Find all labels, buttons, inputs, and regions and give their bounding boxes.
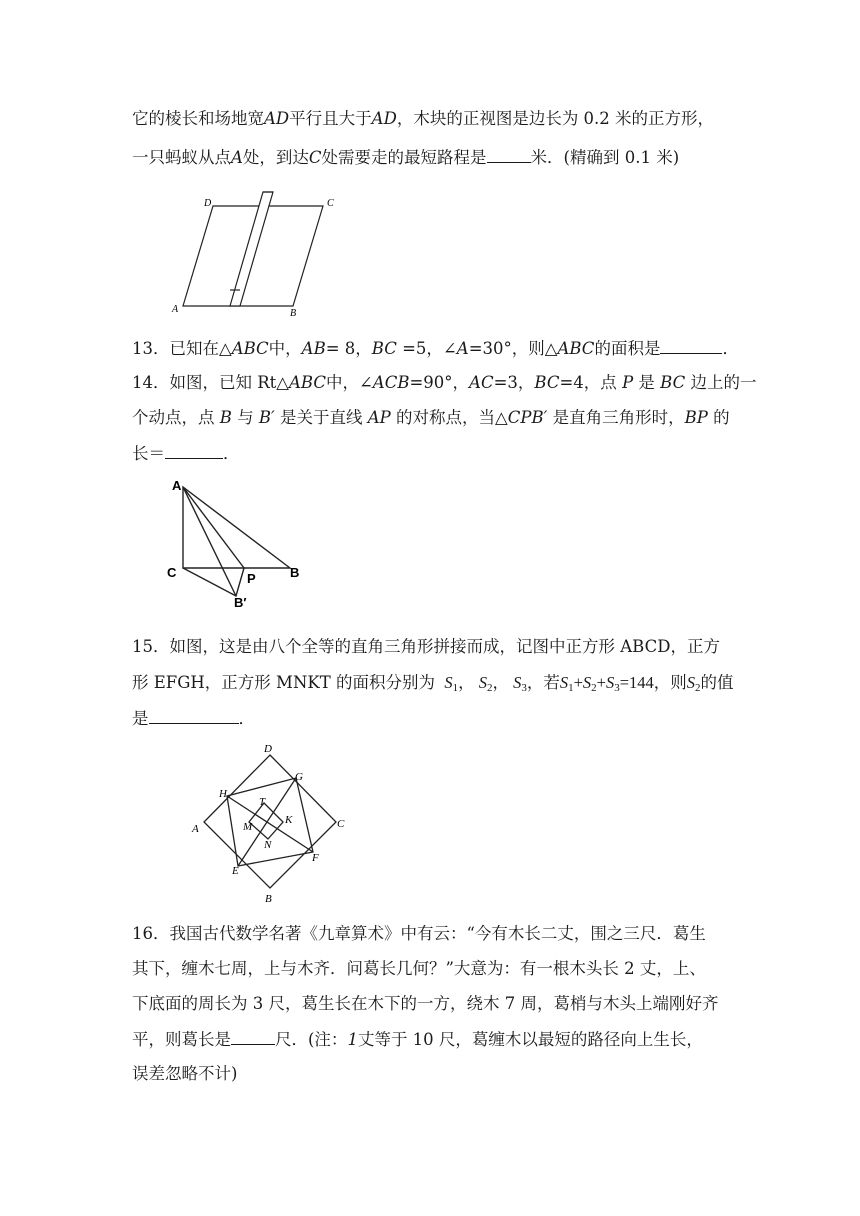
q12-label-d: D [204, 198, 212, 209]
q15-label-a: A [192, 823, 199, 835]
q14-line-2: 个动点，点 B 与 B′ 是关于直线 AP 的对称点，当△CPB′ 是直角三角形时，BP 的 [132, 408, 730, 427]
answer-blank-q15[interactable] [149, 707, 239, 724]
q16-line-2: 其下，缠木七周，上与木齐．问葛长几何？”大意为：有一根木头长 2 丈，上、 [132, 959, 706, 978]
q15-label-t: T [259, 796, 266, 808]
q15-label-f: F [312, 852, 319, 864]
q15-line-1: 15．如图，这是由八个全等的直角三角形拼接而成，记图中正方形 ABCD，正方 [132, 637, 720, 656]
q15-label-g: G [295, 771, 303, 783]
q15-label-m: M [243, 821, 253, 833]
q14-line-1: 14．如图，已知 Rt△ABC中，∠ACB=90°，AC=3，BC=4，点 P 是 BC 边上的一 [132, 373, 757, 392]
q15-line-2: 形 EFGH，正方形 MNKT 的面积分别为 $S_1$， $S_2$， $S_3$，若$S_1+S_2+S_3=144$，则$S_2$的值 [132, 673, 734, 694]
q14-label-c: C [167, 565, 177, 580]
answer-blank-q13[interactable] [660, 337, 722, 354]
q15-label-e: E [232, 865, 239, 877]
answer-blank-q16[interactable] [231, 1028, 275, 1045]
q15-line-3: 是 ． [132, 709, 255, 728]
q12-label-a: A [172, 304, 179, 315]
q14-label-b-prime: B′ [234, 595, 247, 610]
q16-line-4: 平，则葛长是 尺．(注：1丈等于 10 尺，葛缠木以最短的路径向上生长， [132, 1030, 703, 1049]
answer-blank-q14[interactable] [165, 442, 223, 459]
q14-label-b: B [290, 565, 300, 580]
q15-label-h: H [219, 788, 227, 800]
q12-label-b: B [290, 308, 297, 319]
q15-label-k: K [285, 814, 293, 826]
answer-blank-q12[interactable] [487, 146, 531, 163]
q15-label-b: B [265, 893, 272, 905]
q12-label-c: C [327, 198, 334, 209]
q12-line-2: 一只蚂蚁从点A处，到达C处需要走的最短路程是 米．(精确到 0.1 米) [132, 148, 680, 167]
q15-label-c: C [337, 818, 345, 830]
q16-line-3: 下底面的周长为 3 尺，葛生长在木下的一方，绕木 7 周，葛梢与木头上端刚好齐 [132, 994, 719, 1013]
q12-line-1: 它的棱长和场地宽AD平行且大于AD，木块的正视图是边长为 0.2 米的正方形， [132, 109, 715, 128]
q16-line-5: 误差忽略不计) [132, 1064, 238, 1083]
q14-label-a: A [172, 478, 182, 493]
q15-label-d: D [264, 743, 272, 755]
q13-line: 13．已知在△ABC中，AB= 8，BC =5，∠A=30°，则△ABC的面积是 ． [132, 339, 739, 358]
q16-line-1: 16．我国古代数学名著《九章算术》中有云：“今有木长二丈，围之三尺．葛生 [132, 924, 706, 943]
q14-line-3: 长＝ ． [132, 444, 240, 463]
q15-label-n: N [264, 839, 272, 851]
q14-label-p: P [247, 571, 256, 586]
